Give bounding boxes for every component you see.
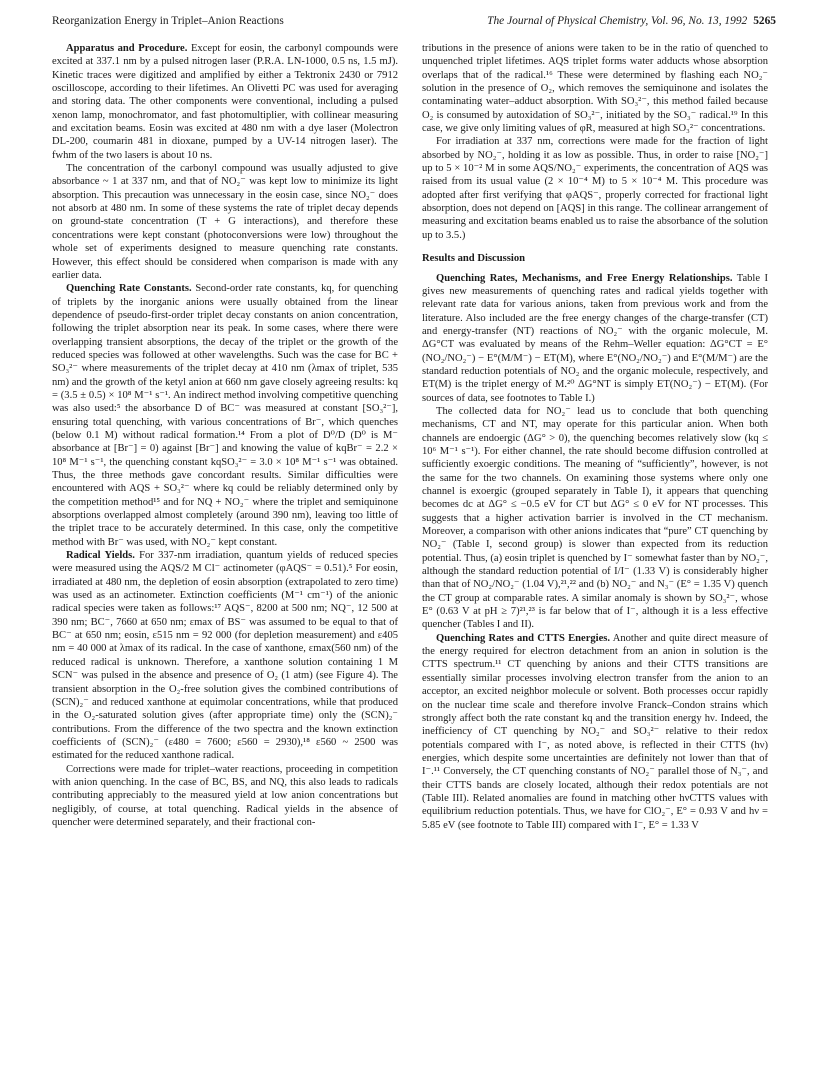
run-in-heading: Quenching Rate Constants. bbox=[66, 283, 192, 295]
page-number: 5265 bbox=[753, 15, 776, 27]
paragraph bbox=[52, 42, 398, 162]
paragraph bbox=[52, 549, 398, 763]
paragraph-text: For 337-nm irradiation, quantum yields of reduced species were measured using the AQS/2 M Cl⁻ actinometer (φAQS⁻ = 0.51).⁵ For eosin, irradiated at 480 nm, the depletion of eosin absorption (extrapolated to zero time) was used as an actinometer. Extinction coefficients (M⁻¹ cm⁻¹) of the anionic radical species were taken as follows:¹⁷ AQS⁻, 8200 at 500 nm; NQ⁻, 12 500 at 390 nm; BC⁻, 7660 at 650 nm; εmax of BS⁻ was assumed to be equal to that of BC⁻ at 650 nm; eosin, ε515 nm = 92 000 (for depletion measurement) and ε405 nm = 40 000 at λmax of its radical. In the case of xanthone, εmax(560 nm) of the reduced radical is unknown. Therefore, a xanthone solution containing 1 M SCN⁻ was pulsed in the absence and presence of O₂ (1 atm) (see Figure 4). The transient absorption in the O₂-free solution gives the combined contributions of (SCN)₂⁻ and reduced xanthone at equimolar concentrations, while that produced in the O₂-saturated solution gives (after appropriate time) only the (SCN)₂⁻ contributions. From the difference of the two spectra and the known extinction coefficients of (SCN)₂⁻ (ε480 = 7600; ε560 = 2930),¹⁸ ε560 ~ 2500 was estimated for the reduced xanthone radical. bbox=[52, 550, 398, 762]
paragraph bbox=[52, 763, 398, 830]
right-column bbox=[422, 42, 768, 832]
paragraph bbox=[422, 405, 768, 632]
left-column bbox=[52, 42, 398, 829]
paragraph bbox=[422, 42, 768, 135]
paragraph bbox=[422, 632, 768, 832]
page-header bbox=[52, 12, 776, 30]
paragraph bbox=[422, 272, 768, 405]
journal-citation bbox=[487, 12, 776, 30]
journal-name: The Journal of Physical Chemistry, Vol. 96, No. 13, 1992 bbox=[487, 15, 748, 27]
paragraph-text: For irradiation at 337 nm, corrections were made for the fraction of light absorbed by NO₂⁻, holding it as low as possible. Thus, in order to raise [NO₂⁻] up to 5 × 10⁻² M in some AQS/NO₂⁻ experiments, the concentration of AQS was raised from its usual value (2 × 10⁻⁴ M) to 5 × 10⁻⁴ M. This procedure was adopted after first verifying that φAQS⁻, properly corrected for fractional light absorption, does not depend on [AQS] in this range. The collinear arrangement of measuring and excitation beams enabled us to raise the absorbance of the solution up to 3.5.) bbox=[422, 136, 768, 241]
run-in-heading: Quenching Rates, Mechanisms, and Free Energy Relationships. bbox=[436, 272, 733, 284]
section-heading: Results and Discussion bbox=[422, 253, 526, 265]
paragraph-text: Except for eosin, the carbonyl compounds were excited at 337.1 nm by a pulsed nitrogen laser (P.R.A. LN-1000, 0.5 ns, 1.5 mJ). Kinetic traces were digitized and amplified by either a Tektronix 2430 or 7912 oscilloscope, according to their lifetimes. An Olivetti PC was used for averaging and storing data. The other components were conventional, including a pulsed xenon lamp, monochromator, and fast photomultiplier, with collinear measuring and excitation beams. Eosin was excited at 480 nm with a dye laser (Molectron DL-200, coumarin 481 in dioxane, pumped by a UV-14 nitrogen laser). The fwhm of the two lasers is about 10 ns. bbox=[52, 43, 399, 161]
running-title: Reorganization Energy in Triplet–Anion Reactions bbox=[52, 15, 284, 27]
paragraph-text: Second-order rate constants, kq, for quenching of triplets by the inorganic anions were usually obtained from the linear dependence of pseudo-first-order triplet decay constants on anion concentration, following the triplet absorption near its peak. In some cases, where there were overlapping transient absorptions, the decay of the triplet or the growth of the reduced species was followed at other wavelengths. Such was the case for BC + SO₃²⁻ where measurements of the triplet decay at 410 nm (λmax of triplet, 535 nm) and the growth of the ketyl anion at 660 nm gave closely agreeing results: kq = (3.5 ± 0.5) × 10⁸ M⁻¹ s⁻¹. An indirect method involving competitive quenching was also used:⁵ the absorbance D of BC⁻ was measured at constant [SO₃²⁻], ensuring total quenching, with various concentrations of Br⁻, which quenches (below 0.1 M) without radical formation.¹⁴ From a plot of D⁰/D (D⁰ is M⁻ absorbance at [Br⁻] = 0) against [Br⁻] and knowing the value of kqBr⁻ = 2.2 × 10⁸ M⁻¹ s⁻¹, the quenching constant kqSO₃²⁻ = 3.0 × 10⁸ M⁻¹ s⁻¹ was obtained. Thus, the three methods gave concordant results. Similar difficulties were encountered with AQS + SO₃²⁻ where kq could be reliably determined only by the competition method¹⁵ and for NQ + NO₂⁻ where the triplet and semiquinone absorptions overlapped almost completely (around 390 nm), leaving too little of the triplet trace to be accurately determined. In this case, only the competitive method with Br⁻ was used, with NO₂⁻ kept constant. bbox=[52, 283, 398, 548]
run-in-heading: Apparatus and Procedure. bbox=[66, 43, 188, 54]
paragraph-text: Table I gives new measurements of quenching rates and radical yields together with relevant rate data for various anions, taken from previous work and from the literature. Also included are the free energy changes of the charge-transfer (CT) and energy-transfer (NT) reactions of NO₂⁻ with the organic molecule, M. ΔG°CT was evaluated by means of the Rehm–Weller equation: ΔG°CT = E°(NO₂/NO₂⁻) − E°(M/M⁻) − ET(M), where E°(NO₂/NO₂⁻) and E°(M/M⁻) are the standard reduction potentials of NO₂ and the organic molecule, respectively, and ET(M) is the triplet energy of M.²⁰ ΔG°NT is simply ET(NO₂⁻) − ET(M). (For sources of data, see footnotes to Table I.) bbox=[422, 272, 768, 404]
paragraph-text: Corrections were made for triplet–water reactions, proceeding in competition with anion quenching. In the case of BC, BS, and NQ, this also leads to radicals contributing appreciably to the measured yield at low anion concentrations but negligibly, of course, at total quenching. Radical yields in the absence of quencher were determined separately, and their fractional con- bbox=[52, 763, 398, 828]
paragraph bbox=[52, 282, 398, 549]
run-in-heading: Radical Yields. bbox=[66, 550, 135, 562]
paragraph-text: tributions in the presence of anions were taken to be in the ratio of quenched to unquenched triplet lifetimes. AQS triplet forms water adducts whose absorption overlaps that of the radical.¹⁶ These were determined by flashing each NO₂⁻ solution in the presence of O₂, which removes the semiquinone and isolates the contaminating water–adduct absorption. With SO₃²⁻, this method failed because O₂ is consumed by autoxidation of SO₃²⁻, initiated by the SO₃⁻ radical.¹⁹ In this case, we give only limiting values of φR, measured at high SO₃²⁻ concentrations. bbox=[422, 43, 768, 135]
paragraph bbox=[422, 135, 768, 242]
paragraph-text: The concentration of the carbonyl compound was usually adjusted to give absorbance ~ 1 at 337 nm, and that of NO₂⁻ was kept low to minimize its light absorption. This precaution was unnecessary in the eosin case, since NO₂⁻ does not absorb at 480 nm. In some of these systems the rate of triplet decay depends on ground-state concentration (T + G interactions), and therefore these concentrations were kept constant (photoconversions were low) throughout the whole set of experiments designed to measure quenching rate constants. However, this effect should be considered when comparison is made with any earlier data. bbox=[52, 163, 398, 281]
paragraph-text: The collected data for NO₂⁻ lead us to conclude that both quenching mechanisms, CT and NT, may operate for this particular anion. When both channels are endoergic (ΔG° > 0), the quenching becomes relatively slow (kq ≤ 10⁶ M⁻¹ s⁻¹). For either channel, the rate should become diffusion controlled at sufficiently exoergic conditions. The meaning of “sufficiently”, however, is not the same for the two channels. On examining those systems where only one channel is exoergic (grouped separately in Table I), it appears that quenching becomes dc at ΔG° ≤ −0.5 eV for CT but ΔG° ≤ 0 eV for NT processes. This suggests that a higher activation barrier is involved in the CT mechanism. Moreover, a comparison with other anions indicates that “pure” CT quenching by NO₂⁻ (Table I, second group) is slower than expected from its reduction potential. Thus, (a) eosin triplet is quenched by I⁻ somewhat faster than by NO₂⁻, although the standard reduction potential of I/I⁻ (1.33 V) is considerably higher than that of NO₂/NO₂⁻ (1.04 V),²¹,²² and (b) NO₂⁻ and N₃⁻ (E° = 1.35 V) quench the CT group at comparable rates. A similar anomaly is shown by SO₃²⁻, whose E° (0.63 V at pH ≥ 7)²¹,²³ is far below that of I⁻, although it is a less effective quencher (Tables I and II). bbox=[422, 405, 768, 631]
run-in-heading: Quenching Rates and CTTS Energies. bbox=[436, 632, 611, 644]
paragraph bbox=[52, 162, 398, 282]
paragraph-text: Another and quite direct measure of the energy required for electron detachment from an anion in solution is the CTTS spectrum.¹¹ CT quenching by anions and their CTTS transitions are essentially similar processes involving electron transfer from the anion to an acceptor, an excited neighbor molecule or solvent. Both processes occur rapidly on the nuclear time scale and therefore involve Franck–Condon strains which strongly affect both the rate constant kq and the transition energy hν. Indeed, the inefficiency of CT quenching by NO₂⁻ and SO₃²⁻ relative to their redox potentials compared with I⁻, as noted above, is reflected in their CTTS (hν) energies, which despite some uncertainties are definitely not lower than that of I⁻.¹¹ Conversely, the CT quenching constants of NO₂⁻ parallel those of N₃⁻, and their CTTS bands are closely located, although their redox potentials are not (Table III). Related anomalies are found in matching other hνCTTS values with equilibrium reduction potentials. Thus, we have for ClO₂⁻, E° = 0.93 V and hν = 5.85 eV (see footnote to Table III) compared with I⁻, E° = 1.33 V bbox=[422, 632, 768, 831]
